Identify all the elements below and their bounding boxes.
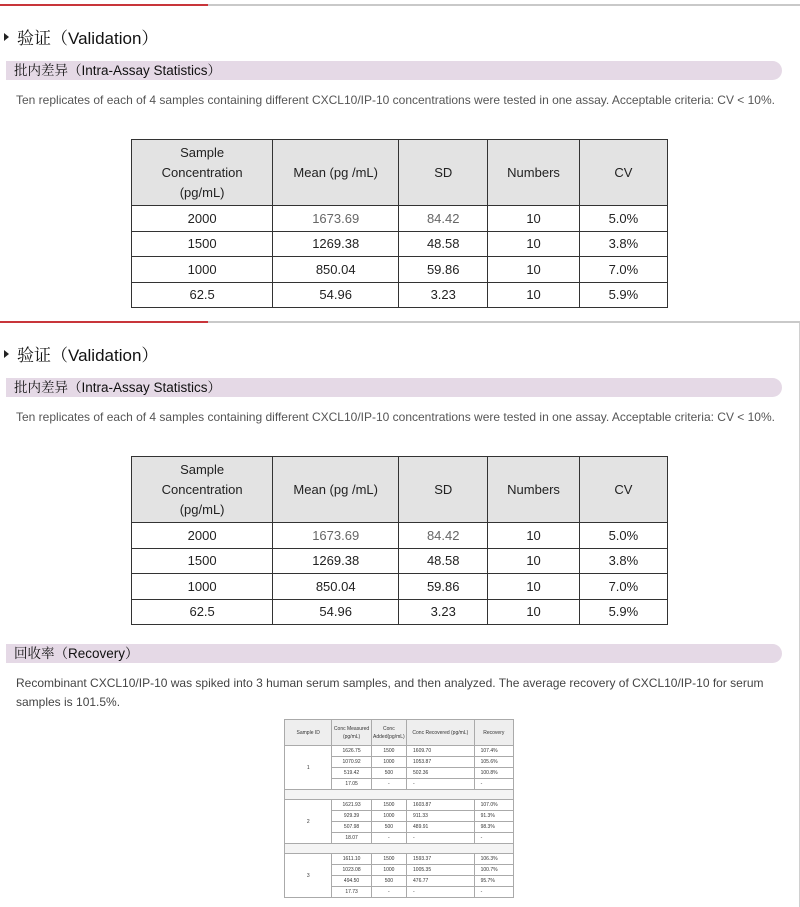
cell: 62.5 xyxy=(132,599,273,625)
cell: 1000 xyxy=(371,757,406,768)
header-sd: SD xyxy=(399,140,488,206)
cell: 1269.38 xyxy=(273,231,399,257)
header-cv: CV xyxy=(579,140,667,206)
header-conc-added: Conc Added(pg/mL) xyxy=(371,720,406,746)
intra-assay-description: Ten replicates of each of 4 samples containing different CXCL10/IP-10 concentrations were tested in one assay. Acceptable criteria: CV < 10%. xyxy=(16,93,775,107)
validation-title-text: 验证（Validation） xyxy=(17,29,159,48)
table-row xyxy=(132,282,668,308)
cell: 10 xyxy=(488,548,579,574)
cell: 500 xyxy=(371,822,406,833)
header-cv: CV xyxy=(579,457,667,523)
cell: - xyxy=(474,887,513,898)
cell: 2000 xyxy=(132,523,273,549)
recovery-description: Recombinant CXCL10/IP-10 was spiked into 3 human serum samples, and then analyzed. The average recovery of CXCL10/IP-10 for serum samples is 101.5%. xyxy=(16,676,764,709)
cell: 100.7% xyxy=(474,865,513,876)
cell: 1500 xyxy=(371,854,406,865)
cell: 91.3% xyxy=(474,811,513,822)
cell: 1593.37 xyxy=(407,854,475,865)
recovery-heading: 回收率（Recovery） xyxy=(6,644,782,663)
cell: - xyxy=(474,833,513,844)
cell: 1070.92 xyxy=(332,757,371,768)
header-numbers: Numbers xyxy=(488,140,579,206)
table-row xyxy=(285,800,514,811)
cell: 1005.35 xyxy=(407,865,475,876)
header-sample-concentration: Sample Concentration (pg/mL) xyxy=(132,457,273,523)
cell: 59.86 xyxy=(399,574,488,600)
validation-title xyxy=(0,341,158,366)
sample-id-cell: 2 xyxy=(285,800,332,844)
intra-assay-table xyxy=(131,139,668,308)
cell: 1500 xyxy=(132,548,273,574)
cell: 10 xyxy=(488,599,579,625)
cell: 850.04 xyxy=(273,257,399,283)
intra-assay-heading: 批内差异（Intra-Assay Statistics） xyxy=(6,61,782,80)
cell: - xyxy=(371,887,406,898)
cell: 1500 xyxy=(132,231,273,257)
validation-title-text: 验证（Validation） xyxy=(17,346,159,365)
cell: 3.23 xyxy=(399,599,488,625)
cell: 476.77 xyxy=(407,876,475,887)
cell: 1000 xyxy=(371,811,406,822)
cell: 3.23 xyxy=(399,282,488,308)
table-row xyxy=(132,548,668,574)
header-mean: Mean (pg /mL) xyxy=(273,457,399,523)
cell: 10 xyxy=(488,206,579,232)
cell: 18.07 xyxy=(332,833,371,844)
recovery-table xyxy=(284,719,514,898)
cell: 59.86 xyxy=(399,257,488,283)
cell: 500 xyxy=(371,768,406,779)
cell: 500 xyxy=(371,876,406,887)
cell: 95.7% xyxy=(474,876,513,887)
cell: 48.58 xyxy=(399,231,488,257)
cell: 1269.38 xyxy=(273,548,399,574)
cell: 3.8% xyxy=(579,548,667,574)
table-row xyxy=(132,599,668,625)
cell: 54.96 xyxy=(273,599,399,625)
cell: 5.9% xyxy=(579,599,667,625)
cell: 10 xyxy=(488,523,579,549)
cell: 107.4% xyxy=(474,746,513,757)
group-spacer-row xyxy=(285,844,514,854)
triangle-bullet-icon xyxy=(4,33,9,41)
cell: 98.3% xyxy=(474,822,513,833)
cell: 1500 xyxy=(371,746,406,757)
table-row xyxy=(132,574,668,600)
intra-assay-table xyxy=(131,456,668,625)
top-divider xyxy=(0,4,800,6)
cell: 5.0% xyxy=(579,523,667,549)
cell: 1023.08 xyxy=(332,865,371,876)
header-mean: Mean (pg /mL) xyxy=(273,140,399,206)
cell: 1609.70 xyxy=(407,746,475,757)
middle-divider xyxy=(0,321,800,323)
cell: 7.0% xyxy=(579,574,667,600)
cell: 1626.75 xyxy=(332,746,371,757)
validation-title xyxy=(0,24,158,49)
cell: 84.42 xyxy=(399,523,488,549)
cell: - xyxy=(407,833,475,844)
header-numbers: Numbers xyxy=(488,457,579,523)
cell: 62.5 xyxy=(132,282,273,308)
cell: 10 xyxy=(488,257,579,283)
cell: - xyxy=(407,887,475,898)
cell: 1611.10 xyxy=(332,854,371,865)
cell: 10 xyxy=(488,282,579,308)
table-row xyxy=(285,854,514,865)
header-recovery: Recovery xyxy=(474,720,513,746)
table-row xyxy=(132,523,668,549)
cell: 2000 xyxy=(132,206,273,232)
cell: - xyxy=(407,779,475,790)
cell: 489.91 xyxy=(407,822,475,833)
table-header-row xyxy=(132,140,668,206)
cell: 17.73 xyxy=(332,887,371,898)
cell: 929.39 xyxy=(332,811,371,822)
cell: 1000 xyxy=(371,865,406,876)
cell: 17.05 xyxy=(332,779,371,790)
table-header-row xyxy=(285,720,514,746)
sample-id-cell: 3 xyxy=(285,854,332,898)
intra-assay-heading: 批内差异（Intra-Assay Statistics） xyxy=(6,378,782,397)
cell: 7.0% xyxy=(579,257,667,283)
cell: 10 xyxy=(488,231,579,257)
cell: 100.8% xyxy=(474,768,513,779)
cell: - xyxy=(371,833,406,844)
cell: 107.0% xyxy=(474,800,513,811)
cell: 1673.69 xyxy=(273,523,399,549)
cell: 54.96 xyxy=(273,282,399,308)
intra-assay-description: Ten replicates of each of 4 samples containing different CXCL10/IP-10 concentrations were tested in one assay. Acceptable criteria: CV < 10%. xyxy=(16,410,775,424)
cell: 84.42 xyxy=(399,206,488,232)
cell: 1053.87 xyxy=(407,757,475,768)
cell: 1673.69 xyxy=(273,206,399,232)
header-sample-concentration: Sample Concentration (pg/mL) xyxy=(132,140,273,206)
header-sample-id: Sample ID xyxy=(285,720,332,746)
cell: 3.8% xyxy=(579,231,667,257)
cell: 1621.93 xyxy=(332,800,371,811)
cell: - xyxy=(371,779,406,790)
cell: 911.33 xyxy=(407,811,475,822)
cell: 507.98 xyxy=(332,822,371,833)
cell: 48.58 xyxy=(399,548,488,574)
cell: 519.42 xyxy=(332,768,371,779)
triangle-bullet-icon xyxy=(4,350,9,358)
cell: - xyxy=(474,779,513,790)
table-row xyxy=(132,257,668,283)
cell: 105.6% xyxy=(474,757,513,768)
cell: 1500 xyxy=(371,800,406,811)
cell: 1000 xyxy=(132,574,273,600)
cell: 5.9% xyxy=(579,282,667,308)
table-row xyxy=(132,231,668,257)
header-sd: SD xyxy=(399,457,488,523)
header-conc-recovered: Conc Recovered (pg/mL) xyxy=(407,720,475,746)
group-spacer-row xyxy=(285,790,514,800)
sample-id-cell: 1 xyxy=(285,746,332,790)
header-conc-measured: Conc Measured (pg/mL) xyxy=(332,720,371,746)
cell: 502.36 xyxy=(407,768,475,779)
cell: 1603.87 xyxy=(407,800,475,811)
cell: 850.04 xyxy=(273,574,399,600)
table-row xyxy=(285,746,514,757)
table-header-row xyxy=(132,457,668,523)
cell: 494.50 xyxy=(332,876,371,887)
table-row xyxy=(132,206,668,232)
cell: 106.3% xyxy=(474,854,513,865)
cell: 10 xyxy=(488,574,579,600)
cell: 1000 xyxy=(132,257,273,283)
cell: 5.0% xyxy=(579,206,667,232)
